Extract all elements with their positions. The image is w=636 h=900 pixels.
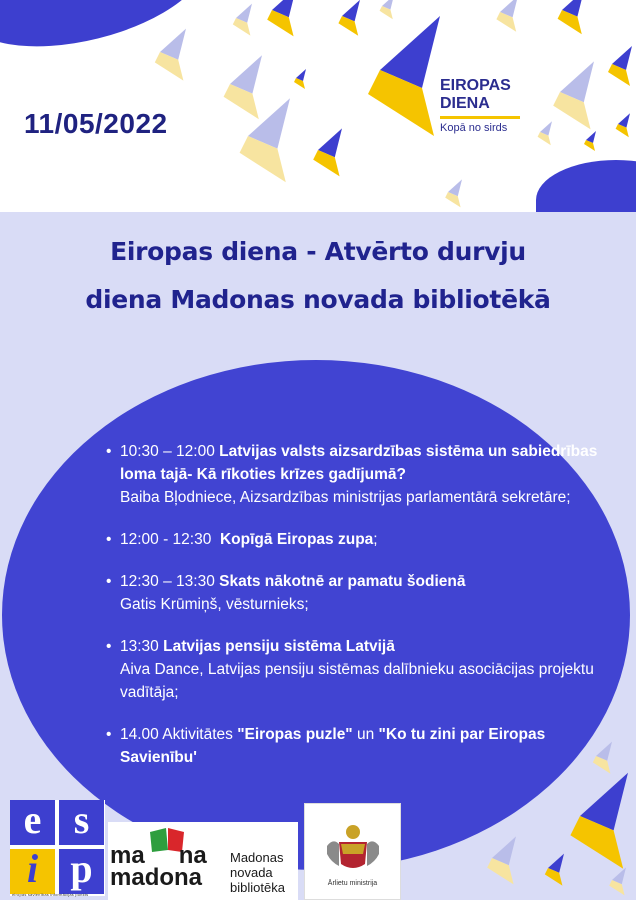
- logo-underline: [440, 116, 520, 119]
- mana-madona-wordmark: ma na madona: [110, 842, 207, 891]
- library-name: Madonas novada bibliotēka: [230, 850, 285, 895]
- event-date: 11/05/2022: [24, 108, 168, 139]
- origami-bird-icon: [445, 192, 460, 207]
- title-line-1: Eiropas diena - Atvērto durvju: [110, 237, 526, 266]
- program-item: • 10:30 – 12:00 Latvijas valsts aizsardzības sistēma un sabiedrības loma tajā- Kā rīkoties krīzes gadījumā? Baiba Bļodniece, Aizsardzības ministrijas parlamentārā sekretāre;: [106, 440, 606, 509]
- program-item: • 12:30 – 13:30 Skats nākotnē ar pamatu šodienā Gatis Krūmiņš, vēsturnieks;: [106, 570, 606, 616]
- origami-birds-decoration: [0, 0, 636, 212]
- origami-bird-icon: [233, 18, 251, 36]
- origami-bird-icon: [558, 10, 582, 34]
- origami-bird-icon: [380, 6, 393, 19]
- origami-bird-icon: [368, 70, 434, 136]
- origami-bird-icon: [496, 12, 516, 32]
- origami-bird-icon: [155, 52, 184, 81]
- title-line-2: diena Madonas novada bibliotēkā: [85, 285, 551, 314]
- program-item: • 12:00 - 12:30 Kopīgā Eiropas zupa;: [106, 528, 606, 551]
- origami-bird-icon: [338, 16, 358, 36]
- esip-logo: e s i p: [10, 800, 105, 896]
- origami-bird-icon: [224, 84, 259, 119]
- origami-bird-icon: [538, 132, 551, 145]
- program-item: • 14.00 Aktivitātes "Eiropas puzle" un "Ko tu zini par Eiropas Savienību': [106, 723, 606, 769]
- origami-bird-icon: [608, 64, 630, 86]
- esip-caption: eiropas savienības informācijas punkts: [12, 892, 89, 897]
- program-list: [106, 440, 606, 788]
- origami-bird-icon: [584, 140, 595, 151]
- eiropas-diena-logo-subtitle: Kopā no sirds: [440, 122, 508, 134]
- origami-bird-icon: [294, 78, 305, 89]
- origami-bird-icon: [553, 92, 590, 129]
- program-item: • 13:30 Latvijas pensiju sistēma Latvijā Aiva Dance, Latvijas pensiju sistēmas dalībnieku asociācijas projektu vadītāja;: [106, 635, 606, 704]
- eiropas-diena-logo-title: EIROPAS DIENA: [440, 77, 511, 112]
- coat-of-arms-icon: [305, 804, 402, 884]
- origami-bird-icon: [240, 136, 286, 182]
- page-title: [0, 228, 636, 324]
- header-banner: [0, 0, 636, 212]
- ministry-label: Ārlietu ministrija: [327, 880, 378, 887]
- origami-bird-icon: [616, 124, 629, 137]
- origami-bird-icon: [313, 150, 339, 176]
- origami-bird-icon: [267, 10, 293, 36]
